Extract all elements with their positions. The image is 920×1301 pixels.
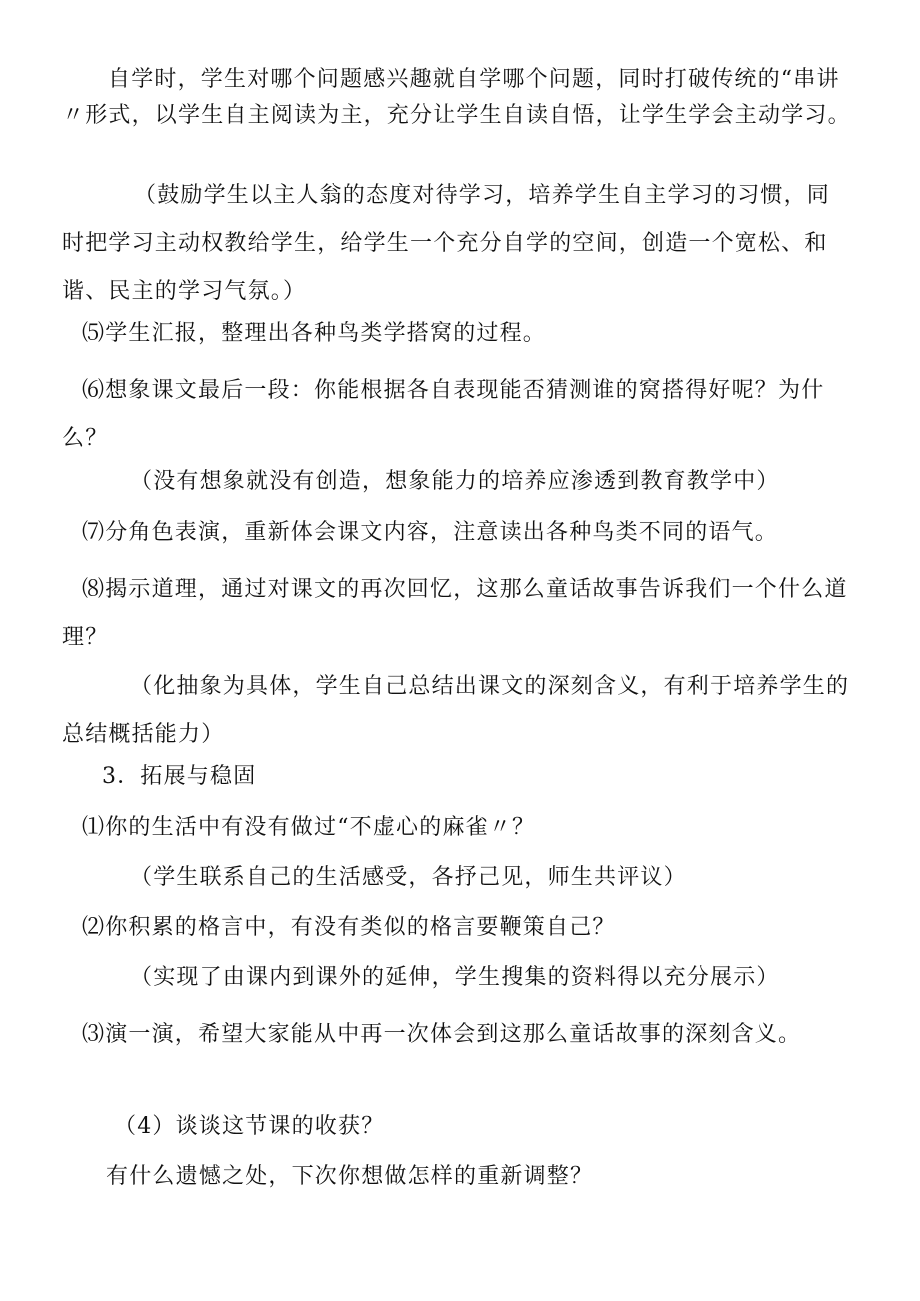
question-1-sparrow: ⑴你的生活中有没有做过“不虚心的麻雀〃？ [82,815,536,840]
question-4-gains: （4）谈谈这节课的收获？ [114,1114,385,1139]
paragraph-self-study: 自学时，学生对哪个问题感兴趣就自学哪个问题，同时打破传统的“串讲〃形式，以学生自主阅读为主，充分让学生自读自悟，让学生学会主动学习。 [62,67,851,128]
note-student-feelings: （学生联系自己的生活感受，各抒己见，师生共评议） [130,865,687,890]
step-6-imagine: ⑹想象课文最后一段：你能根据各自表现能否猜测谁的窝搭得好呢？为什么？ [62,378,825,451]
note-extension: （实现了由课内到课外的延伸，学生搜集的资料得以充分展示） [130,965,780,990]
paragraph-encourage-note: （鼓励学生以主人翁的态度对待学习，培养学生自主学习的习惯，同时把学习主动权教给学生，给学生一个充分自学的空间，创造一个宽松、和谐、民主的学习气氛。） [62,183,831,304]
note-imagination: （没有想象就没有创造，想象能力的培养应渗透到教育教学中） [130,469,780,494]
section-3-heading: 3．拓展与稳固 [102,764,257,789]
step-8-reveal-lesson: ⑻揭示道理，通过对课文的再次回忆，这那么童话故事告诉我们一个什么道理？ [62,577,848,650]
question-2-maxims: ⑵你积累的格言中，有没有类似的格言要鞭策自己？ [82,915,616,940]
question-3-act-out: ⑶演一演，希望大家能从中再一次体会到这那么童话故事的深刻含义。 [82,1022,802,1047]
note-abstract-to-concrete: （化抽象为具体，学生自己总结出课文的深刻含义，有利于培养学生的总结概括能力） [62,674,850,747]
step-5-report: ⑸学生汇报，整理出各种鸟类学搭窝的过程。 [82,321,547,346]
step-7-role-play: ⑺分角色表演，重新体会课文内容，注意读出各种鸟类不同的语气。 [82,520,779,545]
closing-reflection: 有什么遗憾之处，下次你想做怎样的重新调整？ [106,1164,594,1189]
